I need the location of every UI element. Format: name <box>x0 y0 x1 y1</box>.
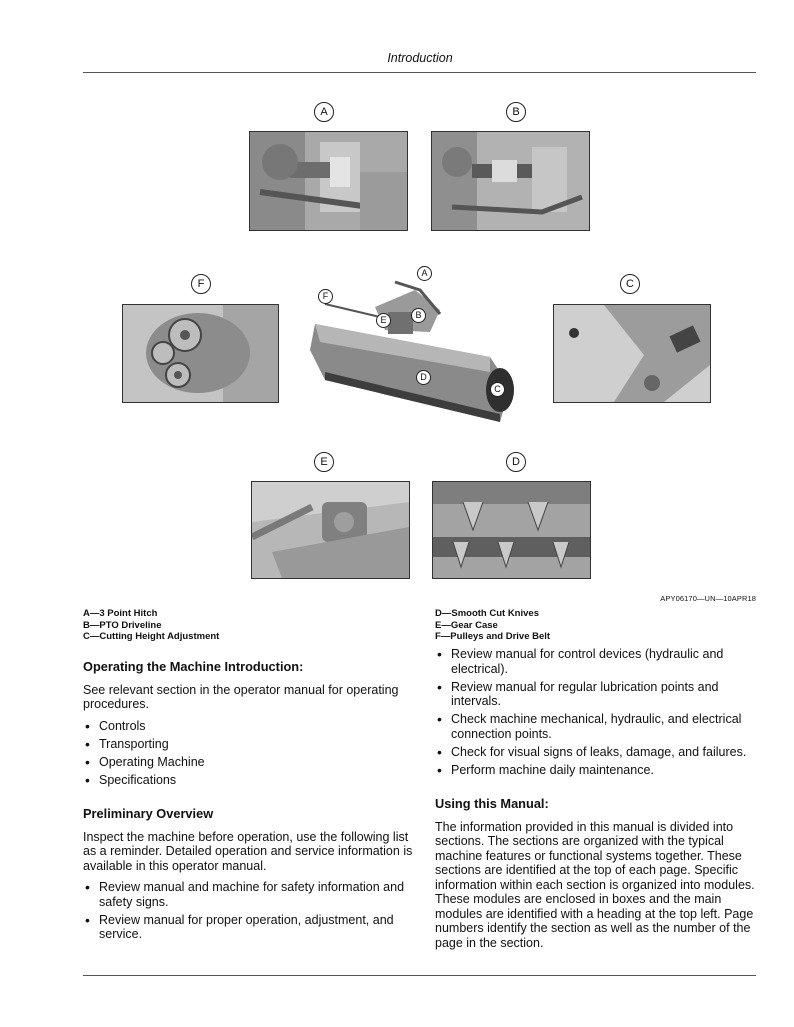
right-column <box>435 647 761 950</box>
header-rule <box>83 72 756 73</box>
photo-gear-case <box>251 481 410 579</box>
callout-e: E <box>314 452 334 472</box>
list-item: • Perform machine daily maintenance. <box>435 763 761 778</box>
page-header-title: Introduction <box>387 51 453 65</box>
machine-callout-a: A <box>417 266 432 281</box>
section-text-using-manual: The information provided in this manual is divided into sections. The sections are organized with the typical machine features or functional systems together. These sections are identified at the top of each page. Specific information within each section is organized into modules. These modules are enclosed in boxes and the main modules are identified with a heading at the top left. Page numbers identify the section as well as the number of the page in the section. <box>435 819 755 950</box>
callout-f: F <box>191 274 211 294</box>
machine-callout-e: E <box>376 313 391 328</box>
legend-item: F—Pulleys and Drive Belt <box>435 631 551 642</box>
list-item: • Operating Machine <box>83 755 413 770</box>
checklist <box>435 647 761 777</box>
legend-item: B—PTO Driveline <box>83 619 162 631</box>
list-item: • Check machine mechanical, hydraulic, and electrical connection points. <box>435 712 761 741</box>
footer-rule <box>83 975 756 976</box>
legend-item: D—Smooth Cut Knives <box>435 608 539 619</box>
callout-c: C <box>620 274 640 294</box>
legend-item: E—Gear Case <box>435 619 498 631</box>
callout-d: D <box>506 452 526 472</box>
list-item: • Review manual for control devices (hydraulic and electrical). <box>435 647 761 676</box>
operating-list <box>83 719 413 788</box>
section-heading-using-manual: Using this Manual: <box>435 796 549 811</box>
photo-pto-driveline <box>431 131 590 231</box>
preliminary-list <box>83 880 413 942</box>
section-heading-preliminary: Preliminary Overview <box>83 806 214 821</box>
machine-callout-c: C <box>490 382 505 397</box>
list-item: • Check for visual signs of leaks, damage, and failures. <box>435 745 761 760</box>
callout-b: B <box>506 102 526 122</box>
photo-3-point-hitch <box>249 131 408 231</box>
section-heading-operating: Operating the Machine Introduction: <box>83 659 304 674</box>
machine-overview-image <box>300 262 530 424</box>
callout-a: A <box>314 102 334 122</box>
legend-item: C—Cutting Height Adjustment <box>83 631 220 642</box>
section-text-preliminary: Inspect the machine before operation, use the following list as a reminder. Detailed operation and service information is available in this operator manual. <box>83 829 413 873</box>
machine-callout-d: D <box>416 370 431 385</box>
machine-callout-f: F <box>318 289 333 304</box>
legend-item: A—3 Point Hitch <box>83 608 158 619</box>
legend-left <box>83 608 219 643</box>
photo-cutting-height-adjustment <box>553 304 711 403</box>
legend-right <box>435 608 550 643</box>
list-item: • Review manual for proper operation, adjustment, and service. <box>83 913 413 942</box>
section-text-operating: See relevant section in the operator manual for operating procedures. <box>83 682 399 711</box>
list-item: • Controls <box>83 719 413 734</box>
photo-pulleys-drive-belt <box>122 304 279 403</box>
machine-callout-b: B <box>411 308 426 323</box>
figure-id: APY06170—UN—10APR18 <box>660 594 756 603</box>
list-item: • Specifications <box>83 773 413 788</box>
list-item: • Review manual and machine for safety information and safety signs. <box>83 880 413 909</box>
list-item: • Transporting <box>83 737 413 752</box>
photo-smooth-cut-knives <box>432 481 591 579</box>
left-column <box>83 660 413 942</box>
list-item: • Review manual for regular lubrication points and intervals. <box>435 680 761 709</box>
